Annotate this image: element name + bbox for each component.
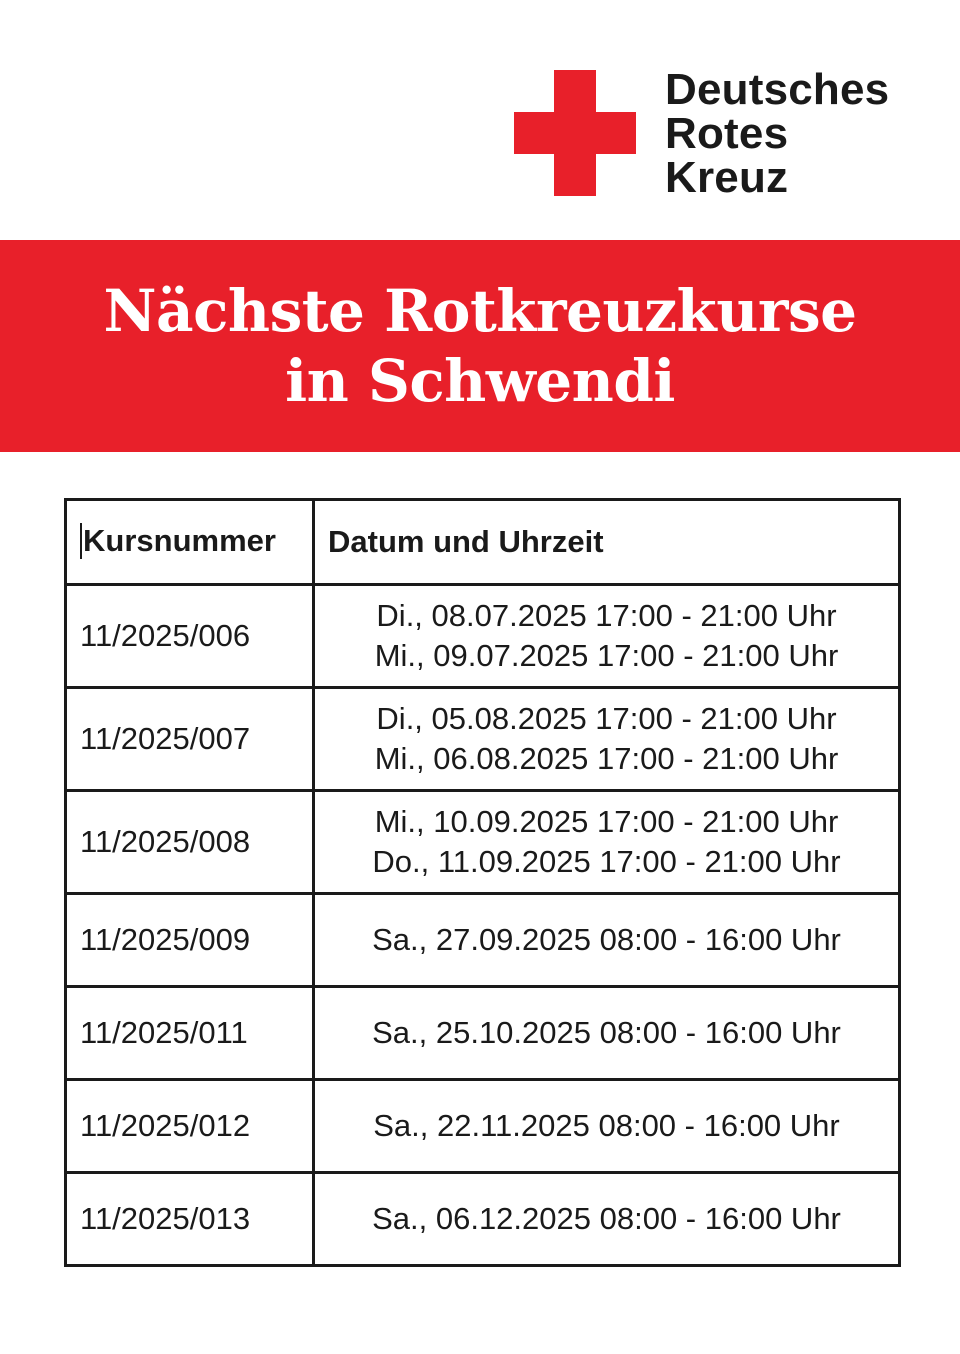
date-cell: [314, 1080, 900, 1173]
table-row: [66, 1173, 900, 1266]
table-row: [66, 585, 900, 688]
course-number-cell: 11/2025/006: [66, 585, 314, 688]
course-number-cell: 11/2025/008: [66, 791, 314, 894]
header-date-time: [314, 500, 900, 585]
date-line: Di., 05.08.2025 17:00 - 21:00 Uhr: [376, 701, 837, 736]
date-line: Di., 08.07.2025 17:00 - 21:00 Uhr: [376, 598, 837, 633]
title-banner: [0, 240, 960, 452]
date-cell: [314, 987, 900, 1080]
table-row: [66, 791, 900, 894]
date-line: Mi., 09.07.2025 17:00 - 21:00 Uhr: [374, 638, 839, 673]
title-line-1: Nächste Rotkreuzkurse: [103, 277, 857, 345]
course-number-cell: 11/2025/012: [66, 1080, 314, 1173]
table-row: [66, 688, 900, 791]
date-line: Do., 11.09.2025 17:00 - 21:00 Uhr: [372, 844, 841, 879]
table-row: [66, 987, 900, 1080]
date-cell: [314, 688, 900, 791]
table-row: [66, 894, 900, 987]
date-line: Sa., 22.11.2025 08:00 - 16:00 Uhr: [373, 1108, 840, 1143]
date-line: Mi., 06.08.2025 17:00 - 21:00 Uhr: [374, 741, 839, 776]
table-row: [66, 1080, 900, 1173]
logo-line-2: Rotes: [665, 109, 789, 158]
date-cell: [314, 791, 900, 894]
logo-line-1: Deutsches: [665, 65, 890, 114]
course-number-cell: 11/2025/011: [66, 987, 314, 1080]
date-line: Mi., 10.09.2025 17:00 - 21:00 Uhr: [374, 804, 839, 839]
header-course-number: [66, 500, 314, 585]
course-number-cell: 11/2025/009: [66, 894, 314, 987]
date-cell: [314, 585, 900, 688]
logo-wordmark: [665, 65, 890, 202]
header-course-number-label: Kursnummer: [83, 523, 276, 559]
logo-line-3: Kreuz: [665, 153, 789, 202]
drk-logo: [514, 65, 914, 202]
title-line-2: in Schwendi: [285, 347, 675, 415]
date-line: Sa., 27.09.2025 08:00 - 16:00 Uhr: [372, 922, 841, 957]
date-cell: [314, 894, 900, 987]
date-line: Sa., 06.12.2025 08:00 - 16:00 Uhr: [372, 1201, 841, 1236]
red-cross-icon: [514, 70, 636, 196]
course-table: [64, 498, 901, 1267]
date-cell: [314, 1173, 900, 1266]
header-date-time-label: Datum und Uhrzeit: [328, 524, 604, 559]
text-cursor: [80, 523, 82, 559]
course-number-cell: 11/2025/007: [66, 688, 314, 791]
date-line: Sa., 25.10.2025 08:00 - 16:00 Uhr: [372, 1015, 841, 1050]
course-number-cell: 11/2025/013: [66, 1173, 314, 1266]
table-header-row: [66, 500, 900, 585]
